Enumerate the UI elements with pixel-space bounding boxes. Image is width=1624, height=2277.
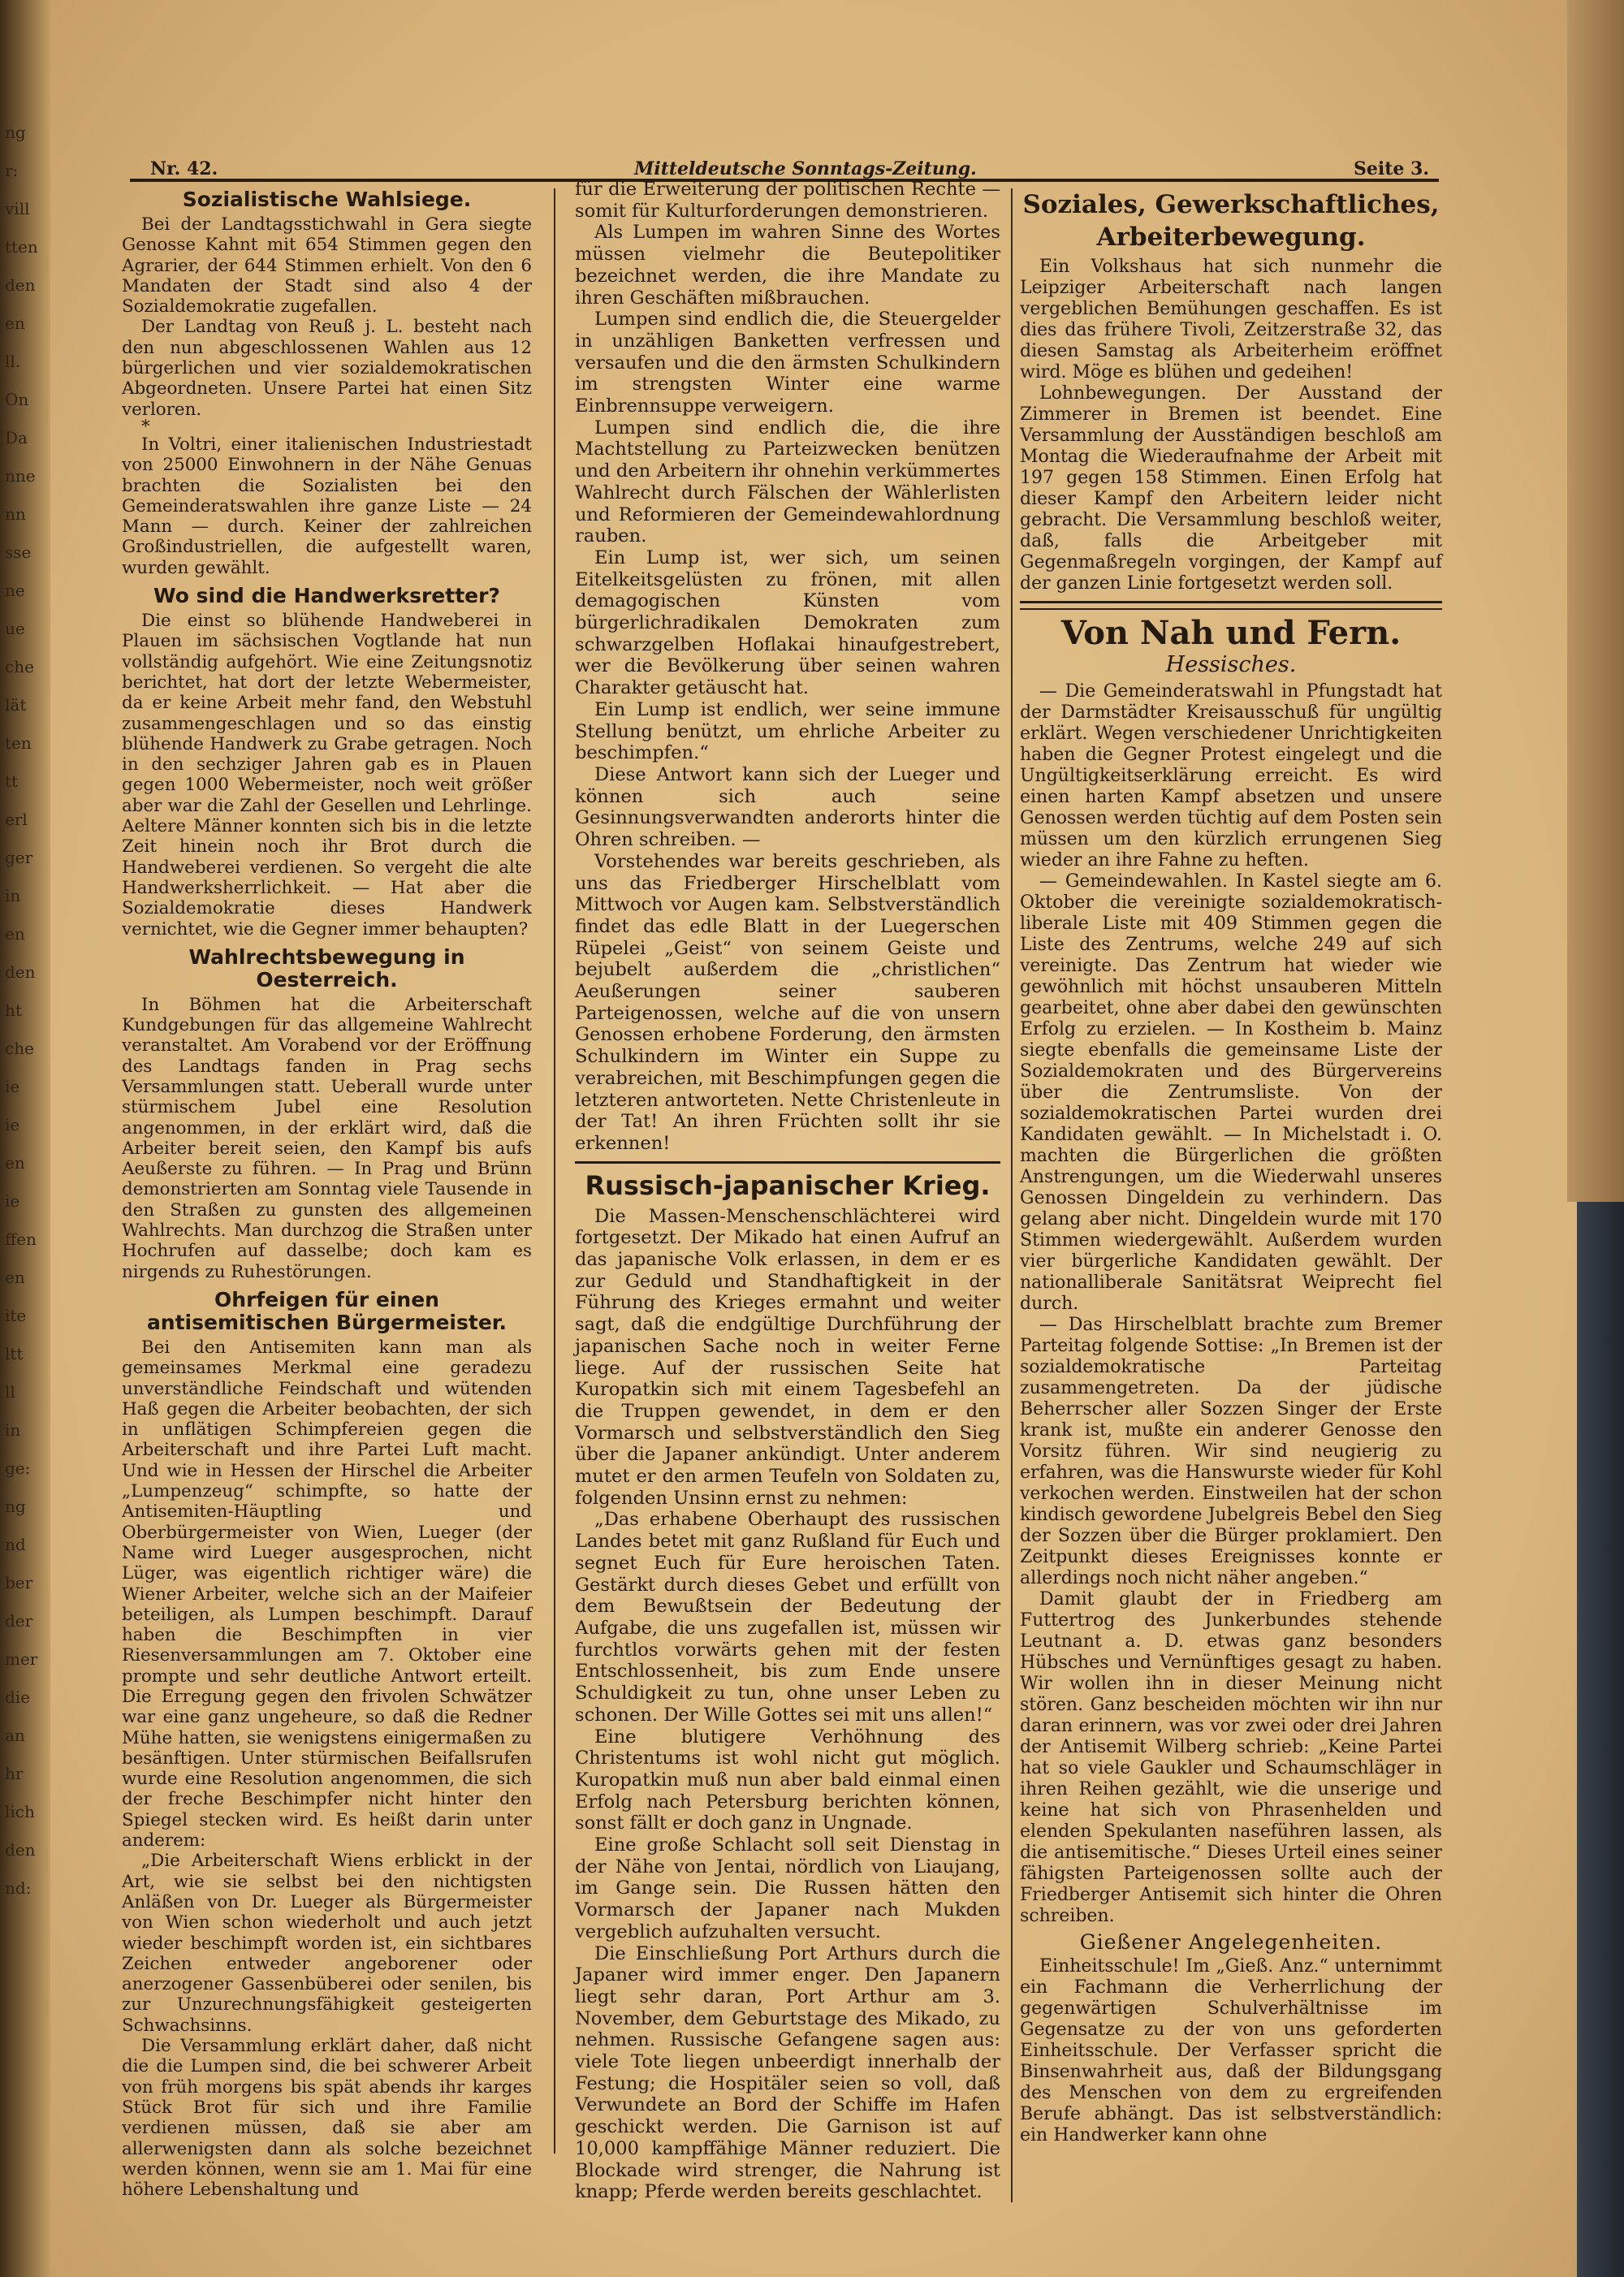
margin-fragment: hr xyxy=(5,1764,24,1783)
margin-fragment: en xyxy=(5,313,25,333)
margin-fragment: vill xyxy=(5,199,30,218)
margin-fragment: ht xyxy=(5,1000,22,1020)
margin-fragment: nne xyxy=(5,466,36,486)
paragraph: Lohnbewegungen. Der Ausstand der Zimmerer in Bremen ist beendet. Eine Versammlung der Ausständigen beschloß am Montag die Wiederaufnahme der Arbeit mit 197 gegen 158 Stimmen. Einen Erfolg hat dieser Kampf den Arbeitern leider nicht gebracht. Die Versammlung beschloß weiter, daß, falls die Arbeitgeber mit Gegenmaßregeln vorgingen, der Kampf auf der ganzen Linie fortgesetzt werden soll. xyxy=(1020,383,1442,594)
paragraph: Die Versammlung erklärt daher, daß nicht die die Lumpen sind, die bei schwerer Arbeit von früh morgens bis spät abends ihr karges Stück Brot für sich und ihre Familie verdienen müssen, daß sie aber am allerwenigsten dann als solche bezeichnet werden können, wenn sie am 1. Mai für eine höhere Lebenshaltung und xyxy=(122,2036,532,2201)
article-handwerksretter xyxy=(122,585,532,940)
margin-fragment: r: xyxy=(5,161,19,180)
paragraph: Bei den Antisemiten kann man als gemeinsames Merkmal eine geradezu unverständliche Feindschaft und wütenden Haß gegen die Arbeiter beobachten, der sich in unflätigen Schimpfereien gegen die Arbeiterschaft und ihre Partei Luft macht. Und wie in Hessen der Hirschel die Arbeiter „Lumpenzeug“ schimpfte, so hatte der Antisemiten-Häuptling und Oberbürgermeister von Wien, Lueger (der Name wird Lueger ausgesprochen, nicht Lüger, was eigentlich richtiger wäre) die Wiener Arbeiter, welche sich an der Maifeier beteiligen, als Lumpen beschimpft. Darauf haben die Beschimpften in vier Riesenversammlungen am 7. Oktober eine prompte und sehr deutliche Antwort erteilt. Die Erregung gegen den frivolen Schwätzer war eine ganz ungeheure, so daß die Redner Mühe hatten, sie wenigstens einigermaßen zu besänftigen. Unter stürmischen Beifallsrufen wurde eine Resolution angenommen, die sich der freche Beschimpfer nicht hinter den Spiegel stecken wird. Es heißt darin unter anderem: xyxy=(122,1337,532,1851)
section-title: Soziales, Gewerkschaftliches, Arbeiterbewegung. xyxy=(1022,190,1440,252)
paragraph: Als Lumpen im wahren Sinne des Wortes müssen vielmehr die Beutepolitiker bezeichnet werden, die ihre Mandate zu ihren Geschäften mißbrauchen. xyxy=(575,222,1000,309)
section-rule xyxy=(575,1161,1000,1164)
article-title: Sozialistische Wahlsiege. xyxy=(182,188,472,211)
margin-fragment: in xyxy=(5,886,21,905)
margin-fragment: On xyxy=(5,390,29,409)
paragraph: Ein Volkshaus hat sich nunmehr die Leipziger Arbeiterschaft nach langen vergeblichen Bemühungen geschaffen. Es ist dies das frühere Tivoli, Zeitzerstraße 32, das diesen Samstag als Arbeiterheim eröffnet wird. Möge es blühen und gedeihen! xyxy=(1020,257,1442,382)
margin-fragment: ffen xyxy=(5,1229,37,1249)
margin-fragment: sse xyxy=(5,542,32,562)
margin-fragment: ne xyxy=(5,581,25,600)
paragraph: Lumpen sind endlich die, die Steuergelder in unzähligen Banketten verfressen und versaufen und die den ärmsten Schulkindern im strengsten Winter eine warme Einbrennsuppe verweigern. xyxy=(575,309,1000,417)
paragraph: Die einst so blühende Handweberei in Plauen im sächsischen Vogtlande hat nun vollständig aufgehört. Wie eine Zeitungsnotiz berichtet, hat dort der letzte Webermeister, da er keine Arbeit mehr fand, den Webstuhl zusammengeschlagen und so das einstig blühende Handwerk zu Grabe getragen. Noch in den sechziger Jahren gab es in Plauen gegen 1000 Webermeister, noch weit größer aber war die Zahl der Gesellen und Lehrlinge. Aeltere Männer konnten sich bis in die letzte Zeit hinein noch ihr Brot durch die Handweberei verdienen. So vergeht die alte Handwerksherrlichkeit. — Hat aber die Sozialdemokratie dieses Handwerk vernichtet, wie die Gegner immer behaupten? xyxy=(122,611,532,940)
paragraph: In Böhmen hat die Arbeiterschaft Kundgebungen für das allgemeine Wahlrecht veranstaltet. Am Vorabend vor der Eröffnung des Landtags fanden in Prag sechs Versammlungen statt. Ueberall wurde unter stürmischem Jubel eine Resolution angenommen, in der erklärt wird, daß die Arbeiter bereit seien, den Kampf bis aufs Aeußerste zu führen. — In Prag und Brünn demonstrierten am Sonntag viele Tausende in den Straßen zu gunsten des allgemeinen Wahlrechts. Man durchzog die Straßen unter Hochrufen auf dasselbe; doch kam es nirgends zu Ruhestörungen. xyxy=(122,994,532,1282)
column-rule xyxy=(554,188,555,2154)
margin-fragment: der xyxy=(5,1611,33,1631)
margin-fragment: che xyxy=(5,657,34,676)
margin-fragment: en xyxy=(5,1268,25,1287)
article-wahlsiege xyxy=(122,188,532,578)
margin-fragment: ite xyxy=(5,1306,27,1325)
book-binding xyxy=(1577,1202,1624,2277)
margin-fragment: en xyxy=(5,924,25,944)
margin-fragment: erl xyxy=(5,810,28,829)
margin-fragment: ten xyxy=(5,733,32,753)
paragraph: — Die Gemeinderatswahl in Pfungstadt hat der Darmstädter Kreisausschuß für ungültig erklärt. Wegen verschiedener Unrichtigkeiten haben die Gegner Protest eingelegt und die Ungültigkeitserklärung erreicht. Es wird einen harten Kampf absetzen und unsere Genossen werden tüchtig auf dem Posten sein müssen um den kürzlich errungenen Sieg wieder an ihre Fahne zu heften. xyxy=(1020,681,1442,871)
margin-fragment: ie xyxy=(5,1115,20,1134)
section-rule xyxy=(1020,601,1442,610)
separator-star: * xyxy=(141,416,150,437)
paragraph: Die Einschließung Port Arthurs durch die Japaner wird immer enger. Den Japanern liegt sehr daran, Port Arthur am 3. November, dem Geburtstage des Mikado, zu nehmen. Russische Gefangene sagen aus: viele Tote liegen unbeerdigt innerhalb der Festung; die Hospitäler seien so voll, daß Verwundete an Bord der Schiffe im Hafen geschickt werden. Die Garnison ist auf 10,000 kampffähige Männer reduziert. Die Blockade wird strenger, die Nahrung ist knapp; Pferde werden bereits geschlachtet. xyxy=(575,1942,1000,2203)
section-nah-und-fern xyxy=(1020,615,1442,2146)
paragraph: Bei der Landtagsstichwahl in Gera siegte Genosse Kahnt mit 654 Stimmen gegen den Agrarier, der 644 Stimmen erhielt. Von den 6 Mandaten der Stadt sind also 4 der Sozialdemokratie zugefallen. xyxy=(122,214,532,318)
margin-fragment: die xyxy=(5,1687,31,1707)
margin-fragment: lät xyxy=(5,695,27,715)
paragraph: Eine blutigere Verhöhnung des Christentums ist wohl nicht gut möglich. Kuropatkin muß nun aber bald einmal einen Erfolg nach Petersburg berichten können, sonst fällt er doch ganz in Ungnade. xyxy=(575,1726,1000,1834)
column-1 xyxy=(122,188,532,2206)
paragraph: Die Massen-Menschenschlächterei wird fortgesetzt. Der Mikado hat einen Aufruf an das japanische Volk erlassen, in dem er es zur Geduld und Standhaftigkeit in der Führung des Krieges ermahnt und weiter sagt, daß die endgültige Durchführung der japanischen Sache noch in weiter Ferne liege. Auf der russischen Seite hat Kuropatkin sich mit einem Tagesbefehl an die Truppen gewendet, in dem er den Vormarsch und selbstverständlich den Sieg über die Japaner ankündigt. Unter anderem mutet er den armen Teufeln von Soldaten zu, folgenden Unsinn ernst zu nehmen: xyxy=(575,1205,1000,1509)
column-rule xyxy=(1011,188,1013,2202)
margin-fragment: lich xyxy=(5,1802,35,1821)
margin-fragment: ue xyxy=(5,619,25,638)
margin-fragment: ie xyxy=(5,1191,20,1211)
margin-fragment: an xyxy=(5,1726,25,1745)
torn-page-edge xyxy=(1567,0,1624,1202)
column-3 xyxy=(1020,188,1442,2153)
margin-fragment: ng xyxy=(5,1497,26,1516)
margin-fragment: den xyxy=(5,962,36,982)
paragraph: — Das Hirschelblatt brachte zum Bremer Parteitag folgende Sottise: „In Bremen ist der sozialdemokratische Parteitag zusammengetreten. Da der jüdische Beherrscher aller Sozzen Singer der Erste krank ist, mußte ein anderer Genosse den Vorsitz führen. Wir sind neugierig zu erfahren, was die Hanswurste wieder für Kohl verkochen werden. Einstweilen hat der schon kindisch gewordene Jubelgreis Bebel den Sieg der Sozzen über die Bürger proklamiert. Den Zeitpunkt dieses Ereignisses konnte er allerdings noch nicht näher angeben.“ xyxy=(1020,1315,1442,1588)
margin-fragment: ge: xyxy=(5,1458,31,1478)
margin-fragment: en xyxy=(5,1153,25,1173)
article-ohrfeigen-continued xyxy=(575,179,1000,1155)
subsection-title: Gießener Angelegenheiten. xyxy=(1079,1930,1383,1954)
margin-fragment: tten xyxy=(5,237,38,257)
article-title: Russisch-japanischer Krieg. xyxy=(585,1169,991,1201)
margin-fragment: ll xyxy=(5,1382,15,1402)
paragraph: Vorstehendes war bereits geschrieben, als uns das Friedberger Hirschelblatt vom Mittwoch vor Augen kam. Selbstverständlich findet das edle Blatt in der Luegerschen Rüpelei „Geist“ von seinem Geiste und bejubelt außerdem die „christlichen“ Aeußerungen seiner sauberen Parteigenossen, welche auf die von unsern Genossen erhobene Forderung, den ärmsten Schulkindern im Winter ein Suppe zu verabreichen, mit Beschimpfungen gegen die letzteren antworteten. Nette Christenleute in der Tat! An ihren Früchten sollt ihr sie erkennen! xyxy=(575,850,1000,1154)
article-title: Ohrfeigen für einen antisemitischen Bürgermeister. xyxy=(146,1287,508,1334)
subsection-title: Hessisches. xyxy=(1165,652,1297,677)
column-2 xyxy=(575,179,1000,2210)
margin-fragment: ll. xyxy=(5,352,21,371)
article-wahlrechtsbewegung xyxy=(122,946,532,1282)
margin-fragment: nn xyxy=(5,504,26,524)
issue-number: Nr. 42. xyxy=(150,158,218,179)
margin-fragment: den xyxy=(5,1840,36,1860)
section-soziales xyxy=(1020,188,1442,594)
margin-fragment: ber xyxy=(5,1573,33,1592)
section-title: Von Nah und Fern. xyxy=(1060,614,1402,652)
paragraph: Ein Lump ist endlich, wer seine immune Stellung benützt, um ehrliche Arbeiter zu beschimpfen.“ xyxy=(575,698,1000,764)
margin-fragment: nd: xyxy=(5,1878,32,1898)
margin-fragment: nd xyxy=(5,1535,26,1554)
paragraph: In Voltri, einer italienischen Industriestadt von 25000 Einwohnern in der Nähe Genuas brachten die Sozialisten bei den Gemeinderatswahlen ihre ganze Liste — 24 Mann — durch. Keiner der zahlreichen Großindustriellen, die aufgestellt waren, wurden gewählt. xyxy=(122,434,532,578)
paragraph: — Gemeindewahlen. In Kastel siegte am 6. Oktober die vereinigte sozialdemokratisch-liberale Liste mit 409 Stimmen gegen die Liste des Zentrums, welche 249 auf sich vereinigte. Das Zentrum hat wieder wie gewöhnlich mit höchst unsauberen Mitteln gearbeitet, ohne aber dabei den gewünschten Erfolg zu erzielen. — In Kostheim b. Mainz siegte ebenfalls die gemeinsame Liste der Sozialdemokraten und des Bürgervereins über die Zentrumsliste. Von der sozialdemokratischen Partei wurden drei Kandidaten gewählt. — In Michelstadt i. O. machten die Bürgerlichen die größten Anstrengungen, um die Wiederwahl unseres Genossen Dingeldein zu verhindern. Das gelang aber nicht. Dingeldein wurde mit 170 Stimmen wiedergewählt. Außerdem wurden vier bürgerliche Kandidaten gewählt. Der nationalliberale Sanitätsrat Weiprecht fiel durch. xyxy=(1020,871,1442,1314)
previous-page-fold xyxy=(0,0,50,2277)
paragraph: Einheitsschule! Im „Gieß. Anz.“ unternimmt ein Fachmann die Verherrlichung der gegenwärtigen Schulverhältnisse im Gegensatze zu der von uns geforderten Einheitsschule. Der Verfasser spricht die Binsenwahrheit aus, daß der Bildungsgang des Menschen von dem zu ergreifenden Berufe abhängt. Das ist selbstverständlich: ein Handwerker kann ohne xyxy=(1020,1956,1442,2145)
paragraph: Eine große Schlacht soll seit Dienstag in der Nähe von Jentai, nördlich von Liaujang, im Gange sein. Die Russen hätten den Vormarsch der Japaner nach Mukden vergeblich aufzuhalten versucht. xyxy=(575,1834,1000,1942)
paragraph: Lumpen sind endlich die, die ihre Machtstellung zu Parteizwecken benützen und den Arbeitern ihr ohnehin verkümmertes Wahlrecht durch Fälschen der Wählerlisten und Reformieren der Gemeindewahlordnung rauben. xyxy=(575,417,1000,547)
page-number: Seite 3. xyxy=(1353,158,1429,179)
margin-fragment: mer xyxy=(5,1649,38,1669)
margin-fragment: ng xyxy=(5,123,26,142)
margin-fragment: tt xyxy=(5,771,19,791)
margin-fragment: ie xyxy=(5,1077,20,1096)
paragraph: Damit glaubt der in Friedberg am Futtertrog des Junkerbundes stehende Leutnant a. D. etwas ganz besonders Hübsches und Vernünftiges gesagt zu haben. Wir wollen ihn in dieser Meinung nicht stören. Ganz bescheiden möchten wir ihn nur daran erinnern, was vor zwei oder drei Jahren der Antisemit Wilberg schrieb: „Keine Partei hat so viele Gaukler und Schaumschläger in ihren Reihen gezählt, wie die unserige und keine hat sich von Phrasenhelden und elenden Spekulanten naseführen lassen, als die antisemitische.“ Dieses Urteil eines seiner fähigsten Parteigenossen sollte auch der Friedberger Antisemit sich hinter die Ohren schreiben. xyxy=(1020,1589,1442,1926)
newspaper-title: Mitteldeutsche Sonntags-Zeitung. xyxy=(634,158,977,179)
article-title: Wahlrechtsbewegung in Oesterreich. xyxy=(188,944,465,992)
paragraph: Ein Lump ist, wer sich, um seinen Eitelkeitsgelüsten zu frönen, mit allen demagogischen Künsten vom bürgerlichradikalen Demokraten zum schwarzgelben Hoflakai hinaufgestrebert, wer die Bevölkerung über seinen wahren Charakter getäuscht hat. xyxy=(575,547,1000,699)
margin-fragment: ger xyxy=(5,848,33,867)
paragraph: Der Landtag von Reuß j. L. besteht nach den nun abgeschlossenen Wahlen aus 12 bürgerlichen und vier sozialdemokratischen Abgeordneten. Unsere Partei hat einen Sitz verloren. xyxy=(122,317,532,420)
article-krieg xyxy=(575,1170,1000,2203)
paragraph: Diese Antwort kann sich der Lueger und können sich auch seine Gesinnungsverwandten anderorts hinter die Ohren schreiben. — xyxy=(575,763,1000,851)
paragraph: „Die Arbeiterschaft Wiens erblickt in der Art, wie sie selbst bei den nichtigsten Anläßen von Dr. Lueger als Bürgermeister von Wien schon wiederholt und auch jetzt wieder beschimpft worden ist, ein sichtbares Zeichen entweder angeborener oder anerzogener Gassenbüberei oder senilen, bis zur Unzurechnungsfähigkeit gesteigerten Schwachsinns. xyxy=(122,1851,532,2036)
paragraph: „Das erhabene Oberhaupt des russischen Landes betet mit ganz Rußland für Euch und segnet Euch für Eure heroischen Taten. Gestärkt durch dieses Gebet und erfüllt von dem Bewußtsein der Bedeutung der Aufgabe, die uns zugefallen ist, müssen wir furchtlos vorwärts gehen mit der festen Entschlossenheit, bis zum Ende unsere Schuldigkeit zu tun, ohne unser Leben zu schonen. Der Wille Gottes sei mit uns allen!“ xyxy=(575,1509,1000,1726)
margin-fragment: in xyxy=(5,1420,21,1440)
margin-fragment: che xyxy=(5,1039,34,1058)
article-ohrfeigen xyxy=(122,1289,532,2200)
article-title: Wo sind die Handwerksretter? xyxy=(153,584,500,608)
paragraph: für die Erweiterung der politischen Rechte — somit für Kulturforderungen demonstrieren. xyxy=(575,179,1000,222)
margin-fragment: Da xyxy=(5,428,28,447)
margin-fragment: den xyxy=(5,275,36,295)
margin-fragment: ltt xyxy=(5,1344,24,1363)
